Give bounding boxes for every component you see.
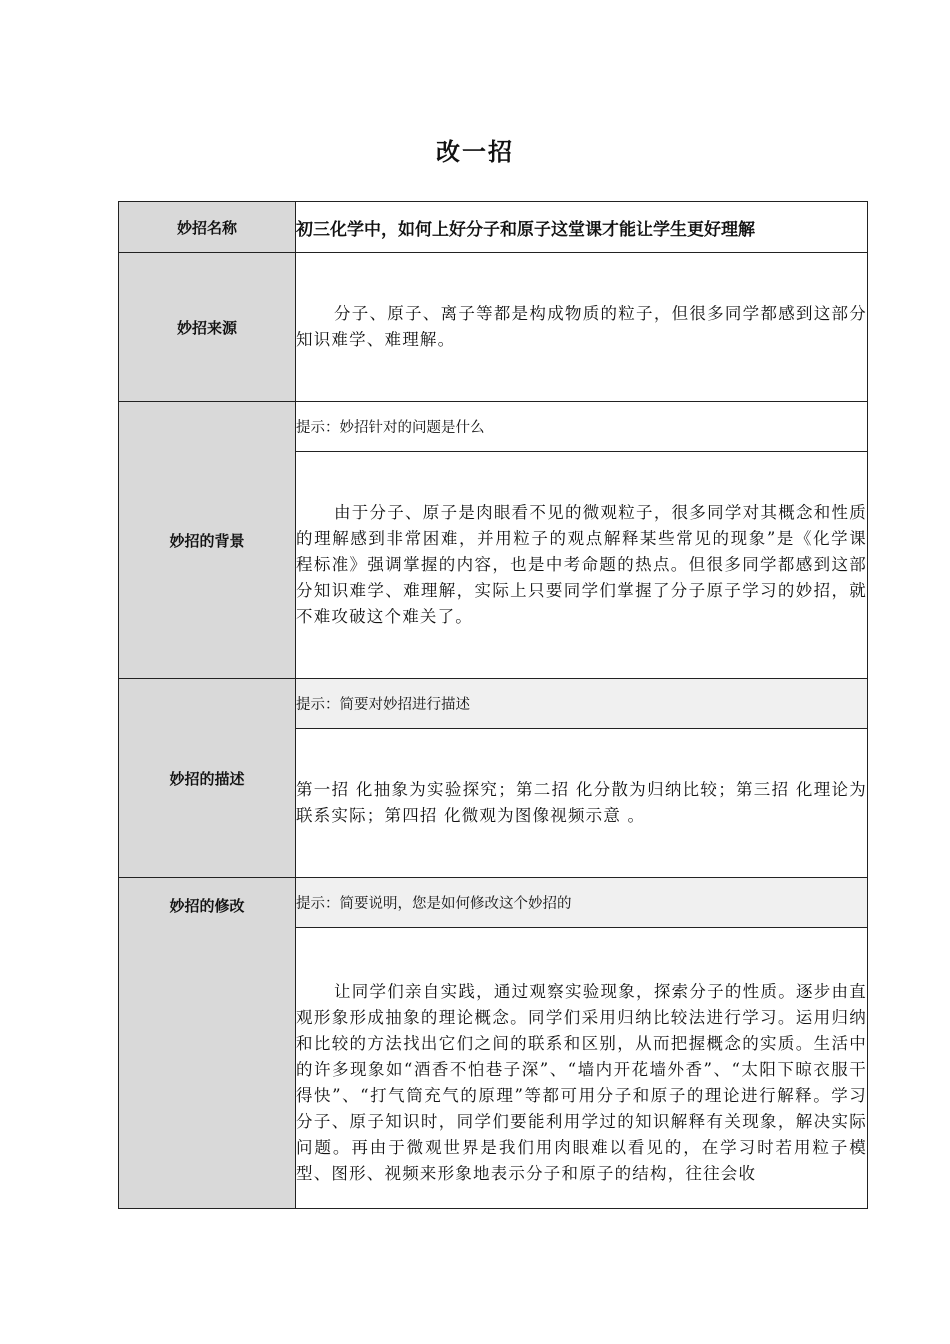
text-source: 分子、原子、离子等都是构成物质的粒子，但很多同学都感到这部分知识难学、难理解。 [296, 304, 867, 349]
cell-source [296, 253, 868, 402]
row-modification-hint [119, 878, 868, 928]
row-source [119, 253, 868, 402]
cell-background [296, 452, 868, 679]
row-description-hint [119, 679, 868, 729]
hint-modification: 提示：简要说明，您是如何修改这个妙招的 [296, 878, 868, 928]
text-description: 第一招 化抽象为实验探究；第二招 化分散为归纳比较；第三招 化理论为联系实际；第四招 化微观为图像视频示意 。 [296, 780, 867, 825]
hint-description: 提示：简要对妙招进行描述 [296, 679, 868, 729]
label-description: 妙招的描述 [119, 679, 296, 878]
label-background: 妙招的背景 [119, 402, 296, 679]
label-source: 妙招来源 [119, 253, 296, 402]
row-name [119, 202, 868, 253]
lesson-table [118, 201, 868, 1209]
cell-description [296, 729, 868, 878]
cell-modification [296, 928, 868, 1209]
label-modification: 妙招的修改 [119, 878, 296, 1209]
hint-background: 提示：妙招针对的问题是什么 [296, 402, 868, 452]
document-title: 改一招 [436, 138, 514, 166]
row-background-hint [119, 402, 868, 452]
text-modification: 让同学们亲自实践，通过观察实验现象，探索分子的性质。逐步由直观形象形成抽象的理论概念。同学们采用归纳比较法进行学习。运用归纳和比较的方法找出它们之间的联系和区别，从而把握概念的实质。生活中的许多现象如“酒香不怕巷子深”、“墙内开花墙外香”、“太阳下晾衣服干得快”、“打气筒充气的原理”等都可用分子和原子的理论进行解释。学习分子、原子知识时，同学们要能利用学过的知识解释有关现象，解决实际问题。再由于微观世界是我们用肉眼难以看见的，在学习时若用粒子模型、图形、视频来形象地表示分子和原子的结构，往往会收 [296, 982, 867, 1183]
value-name: 初三化学中，如何上好分子和原子这堂课才能让学生更好理解 [296, 202, 868, 253]
label-name: 妙招名称 [119, 202, 296, 253]
text-background: 由于分子、原子是肉眼看不见的微观粒子，很多同学对其概念和性质的理解感到非常困难，并用粒子的观点解释某些常见的现象”是《化学课程标准》强调掌握的内容，也是中考命题的热点。但很多同学都感到这部分知识难学、难理解，实际上只要同学们掌握了分子原子学习的妙招，就不难攻破这个难关了。 [296, 503, 867, 626]
